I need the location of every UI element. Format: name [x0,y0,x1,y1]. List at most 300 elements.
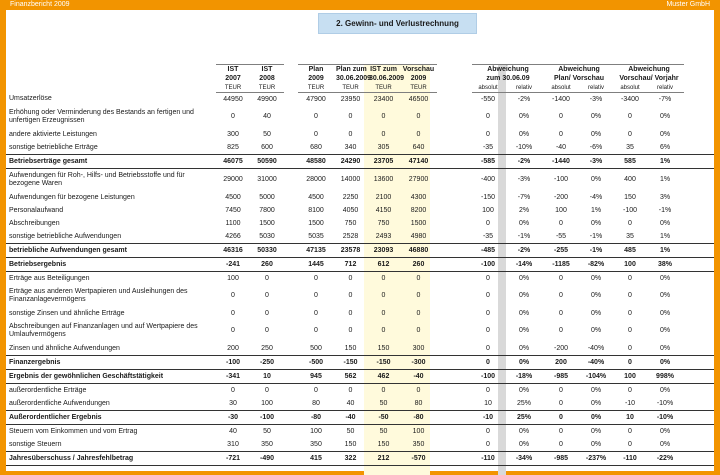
value-cell: -50 [378,413,389,421]
value-cell: -1400 [552,95,570,103]
value-cell: 0 [314,292,318,299]
value-cell: 0 [348,130,353,138]
row-label: Erträge aus Beteiligungen [9,274,90,282]
value-cell: -985 [553,372,568,380]
value-cell: -721 [225,454,240,462]
table-row [6,438,714,452]
value-cell: 0 [416,130,421,138]
spacer-cell [284,438,298,452]
value-cell: 8200 [410,206,427,214]
value-cell: 50330 [257,246,277,254]
spacer-cell [437,272,472,286]
table-row [6,397,714,411]
value-cell: 300 [412,344,425,352]
column-header: Plan [298,65,334,75]
table-row [6,285,714,307]
value-cell: 7450 [225,206,241,214]
value-cell: 2528 [342,232,359,240]
row-label: außerordentliche Aufwendungen [9,399,110,407]
value-cell: 47135 [306,246,326,254]
value-cell: -1% [589,232,603,240]
value-cell: -500 [308,358,323,366]
spacer-cell [437,141,472,155]
value-cell: 150 [377,344,390,352]
value-cell: 1% [659,176,671,183]
value-cell: -10 [624,399,636,407]
row-label: Personalaufwand [9,206,64,214]
value-cell: 0% [518,327,530,334]
value-cell: 0 [486,427,490,435]
value-cell: 23578 [340,246,361,254]
spacer-cell [284,93,298,107]
spacer-cell [437,83,472,93]
value-cell: 0 [348,274,353,282]
value-cell: 0% [590,413,602,421]
value-cell: -4% [589,193,603,201]
spacer-cell [437,342,472,356]
value-cell: -341 [225,372,240,380]
value-cell: 0 [559,130,563,138]
value-cell: 0 [486,386,490,394]
value-cell: 0 [231,386,235,394]
value-cell: 0 [628,113,632,120]
value-cell: 0 [486,327,490,334]
value-cell: 750 [344,219,357,227]
table-row [6,106,714,128]
value-cell: 300 [227,130,239,138]
value-cell: 680 [310,143,322,151]
value-cell: 49900 [257,95,277,103]
value-cell: 0% [659,344,671,352]
value-cell: -10% [656,399,674,407]
value-cell: 47900 [306,95,326,103]
value-cell: 250 [261,344,273,352]
spacer-cell [284,106,298,128]
value-cell: -7% [517,193,531,201]
row-label: andere aktivierte Leistungen [9,130,97,138]
unit-cell: relativ [504,83,544,93]
spacer-cell [437,169,472,192]
row-label: Abschreibungen auf Finanzanlagen und auf Wertpapiere des Umlaufvermögens [9,323,198,338]
value-cell: 10 [263,372,271,380]
value-cell: 200 [227,344,239,352]
column-header: Abweichung [472,65,544,75]
value-cell: -200 [553,193,568,201]
table-row [6,141,714,155]
value-cell: -570 [411,454,426,462]
value-cell: 0 [628,274,632,282]
value-cell: 150 [344,344,357,352]
header-row-2 [6,74,714,83]
spacer-cell [437,285,472,307]
value-cell: 0% [659,440,671,448]
spacer-cell [284,217,298,230]
value-cell: 0% [590,440,602,448]
value-cell: -82% [587,260,605,268]
value-cell: -110 [481,454,495,462]
unit-cell: TEUR [216,83,250,93]
value-cell: -55 [555,232,567,240]
value-cell: -150 [376,358,391,366]
header-label-cell [6,74,216,83]
value-cell: 8100 [308,206,324,214]
value-cell: 5035 [308,232,324,240]
value-cell: -550 [480,95,495,103]
column-header: zum 30.06.09 [486,74,530,82]
row-label: sonstige betriebliche Erträge [9,143,98,151]
table-row [6,272,714,286]
spacer-cell [437,356,472,370]
value-cell: 0 [559,327,563,334]
header-label-cell [6,65,216,75]
value-cell: 998% [656,372,674,380]
total-row [6,356,714,370]
column-header: IST [250,65,284,75]
value-cell: 0 [231,113,235,120]
row-label: sonstige betriebliche Aufwendungen [9,232,122,240]
spacer-cell [437,384,472,398]
value-cell: 50 [346,427,355,435]
value-cell: 0% [518,358,530,366]
value-cell: 100 [310,427,322,435]
value-cell: 150 [344,440,357,448]
value-cell: 200 [555,358,567,366]
spacer-cell [284,342,298,356]
value-cell: 0 [265,292,269,299]
value-cell: 0 [381,113,386,120]
value-cell: 48580 [306,157,326,165]
table-row [6,191,714,204]
value-cell: 0 [314,130,318,138]
value-cell: 80 [312,399,320,407]
spacer-cell [284,258,298,272]
value-cell: 4980 [410,232,427,240]
value-cell: 0 [628,130,632,138]
value-cell: -400 [480,176,495,183]
total-row [6,258,714,272]
column-header: Vorschau [400,65,437,75]
value-cell: 0% [590,399,602,407]
value-cell: 0 [381,309,386,317]
row-label: Steuern vom Einkommen und vom Ertrag [9,427,138,435]
value-cell: 50 [263,130,271,138]
value-cell: 0% [659,113,671,120]
value-cell: 0% [518,440,530,448]
spacer-cell [284,272,298,286]
value-cell: 2250 [342,193,359,201]
value-cell: 0% [659,309,671,317]
value-cell: 750 [377,219,390,227]
value-cell: 0 [559,427,563,435]
value-cell: 100 [261,399,273,407]
spacer-cell [437,320,472,342]
total-row [6,370,714,384]
spacer-cell [437,230,472,244]
value-cell: 0% [590,386,602,394]
value-cell: 0 [559,413,563,421]
column-header: Abweichung [614,65,684,75]
value-cell: 4300 [410,193,427,201]
value-cell: 485 [624,246,636,254]
value-cell: 0 [416,327,421,334]
spacer-cell [284,65,298,75]
value-cell: 0 [628,292,632,299]
value-cell: -40% [587,344,605,352]
value-cell: 40 [346,399,355,407]
value-cell: 10 [484,399,492,407]
value-cell: 0% [518,292,530,299]
spacer-cell [284,141,298,155]
value-cell: 0 [559,219,563,227]
value-cell: 0 [628,386,632,394]
unit-cell: absolut [472,83,504,93]
value-cell: 23400 [373,95,394,103]
value-cell: 0 [381,130,386,138]
spacer-cell [284,155,298,169]
value-cell: 23705 [373,157,394,165]
value-cell: 10 [626,413,634,421]
value-cell: -1185 [552,260,570,268]
value-cell: -3% [589,95,603,103]
value-cell: 0 [265,274,269,282]
value-cell: 1500 [410,219,427,227]
value-cell: 1% [659,232,671,240]
row-label: Aufwendungen für bezogene Leistungen [9,193,135,201]
value-cell: -6% [589,143,603,151]
value-cell: 100 [555,206,567,214]
value-cell: 640 [412,143,425,151]
value-cell: 0% [590,327,602,334]
value-cell: 4500 [308,193,324,201]
value-cell: 0 [628,219,632,227]
value-cell: 260 [412,260,425,268]
value-cell: 0 [486,130,490,138]
value-cell: 0 [559,309,563,317]
value-cell: -2% [517,95,531,103]
value-cell: 0% [659,274,671,282]
spacer-cell [284,204,298,217]
row-label: Zinsen und ähnliche Aufwendungen [9,344,120,352]
value-cell: -30 [227,413,239,421]
value-cell: 100 [227,274,239,282]
table-row [6,384,714,398]
value-cell: 585 [624,157,636,165]
value-cell: 5030 [259,232,275,240]
value-cell: 50 [379,427,388,435]
column-header: Plan/ Vorschau [553,74,605,82]
value-cell: 0 [381,386,386,394]
value-cell: 0% [590,309,602,317]
value-cell: -14% [515,260,533,268]
row-label: Betriebsergebnis [9,260,67,268]
value-cell: 44950 [223,95,243,103]
value-cell: -100 [553,176,568,183]
value-cell: 2100 [375,193,392,201]
row-label: Erträge aus anderen Wertpapieren und Ausleihungen des Finanzanlagevermögens [9,288,188,303]
value-cell: 340 [344,143,357,151]
value-cell: 0 [231,292,235,299]
value-cell: 4050 [342,206,359,214]
value-cell: 0% [590,113,602,120]
value-cell: -104% [585,372,607,380]
value-cell: 50 [379,399,388,407]
spacer-cell [284,411,298,425]
value-cell: 0 [265,327,269,334]
value-cell: 0% [518,130,530,138]
spacer-cell [437,397,472,411]
value-cell: 0 [486,274,490,282]
value-cell: -80 [413,413,424,421]
value-cell: 0 [628,440,632,448]
spacer-cell [437,307,472,320]
value-cell: -255 [553,246,568,254]
value-cell: 23950 [340,95,361,103]
value-cell: 0 [486,219,490,227]
value-cell: 38% [657,260,672,268]
value-cell: -10 [482,413,494,421]
value-cell: 0 [559,113,563,120]
value-cell: 400 [624,176,636,183]
value-cell: -150 [343,358,358,366]
value-cell: 500 [310,344,322,352]
value-cell: 612 [377,260,390,268]
value-cell: 1500 [259,219,275,227]
value-cell: -110 [623,454,637,462]
value-cell: 0 [559,440,563,448]
value-cell: 0% [518,309,530,317]
row-label: Jahresüberschuss / Jahresfehlbetrag [9,454,134,462]
section-title: 2. Gewinn- und Verlustrechnung [318,13,477,34]
value-cell: 100 [412,427,425,435]
column-header: 30.06.2009 [369,74,405,82]
unit-cell: TEUR [334,83,367,93]
company-name: Muster GmbH [666,1,710,8]
value-cell: -250 [259,358,274,366]
value-cell: 415 [310,454,322,462]
value-cell: 600 [261,143,273,151]
value-cell: 0% [590,274,602,282]
value-cell: 27900 [408,176,429,183]
value-cell: -40 [345,413,356,421]
value-cell: 150 [377,440,390,448]
value-cell: 0 [559,292,563,299]
unit-cell: TEUR [298,83,334,93]
value-cell: 100 [482,206,494,214]
value-cell: 0 [348,386,353,394]
unit-cell: TEUR [250,83,284,93]
spacer-cell [284,452,298,466]
value-cell: 322 [344,454,357,462]
value-cell: 4150 [375,206,392,214]
row-label: betriebliche Aufwendungen gesamt [9,246,127,254]
value-cell: 0 [628,427,632,435]
spacer-cell [437,244,472,258]
value-cell: 260 [261,260,273,268]
value-cell: 13600 [373,176,394,183]
spacer-cell [284,425,298,439]
value-cell: -1% [658,206,672,214]
value-cell: 80 [414,399,423,407]
value-cell: 0 [416,386,421,394]
value-cell: 0 [486,440,490,448]
value-cell: -100 [259,413,274,421]
table-row [6,93,714,107]
value-cell: -100 [480,372,495,380]
spacer-cell [437,155,472,169]
value-cell: -3% [589,157,603,165]
value-cell: -80 [310,413,322,421]
income-statement-table [6,64,714,466]
value-cell: 0 [628,344,632,352]
value-cell: 100 [624,372,636,380]
spacer-cell [284,370,298,384]
row-label: Ergebnis der gewöhnlichen Geschäftstätigkeit [9,372,164,380]
spacer-cell [284,384,298,398]
spacer-cell [437,258,472,272]
row-label: außerordentliche Erträge [9,386,87,394]
value-cell: 24290 [340,157,361,165]
value-cell: 0% [518,274,530,282]
bottom-frame-band [0,471,720,475]
table-row [6,307,714,320]
spacer-cell [437,370,472,384]
row-label: Betriebserträge gesamt [9,157,88,165]
value-cell: 46500 [408,95,429,103]
value-cell: 310 [227,440,239,448]
value-cell: 0% [590,176,602,183]
unit-cell: relativ [646,83,684,93]
column-header: IST [216,65,250,75]
value-cell: 29000 [223,176,243,183]
spacer-cell [284,307,298,320]
value-cell: -10% [515,143,533,151]
table-row [6,230,714,244]
total-row [6,155,714,169]
value-cell: 0 [559,274,563,282]
value-cell: 0 [348,327,353,334]
value-cell: 0 [314,327,318,334]
value-cell: 0 [559,386,563,394]
value-cell: 945 [310,372,322,380]
unit-cell: absolut [614,83,646,93]
value-cell: 0 [381,327,386,334]
value-cell: 0 [416,292,421,299]
value-cell: -22% [656,454,674,462]
value-cell: -100 [225,358,240,366]
total-row [6,244,714,258]
row-label: sonstige Steuern [9,440,62,448]
value-cell: -40 [413,372,424,380]
value-cell: 0 [348,309,353,317]
value-cell: 0% [659,386,671,394]
column-header: IST zum [367,65,400,75]
column-header: 2008 [259,74,275,82]
value-cell: 7800 [259,206,275,214]
value-cell: 0 [486,344,490,352]
value-cell: 46880 [408,246,429,254]
value-cell: 350 [412,440,425,448]
value-cell: 30 [229,399,237,407]
right-frame-band [714,0,720,475]
value-cell: -100 [622,206,637,214]
value-cell: 0 [559,399,563,407]
column-header: 2009 [308,74,324,82]
column-header: 2009 [410,74,427,82]
value-cell: 0 [381,274,386,282]
value-cell: 0% [590,427,602,435]
value-cell: 305 [377,143,390,151]
value-cell: 0 [231,309,235,317]
